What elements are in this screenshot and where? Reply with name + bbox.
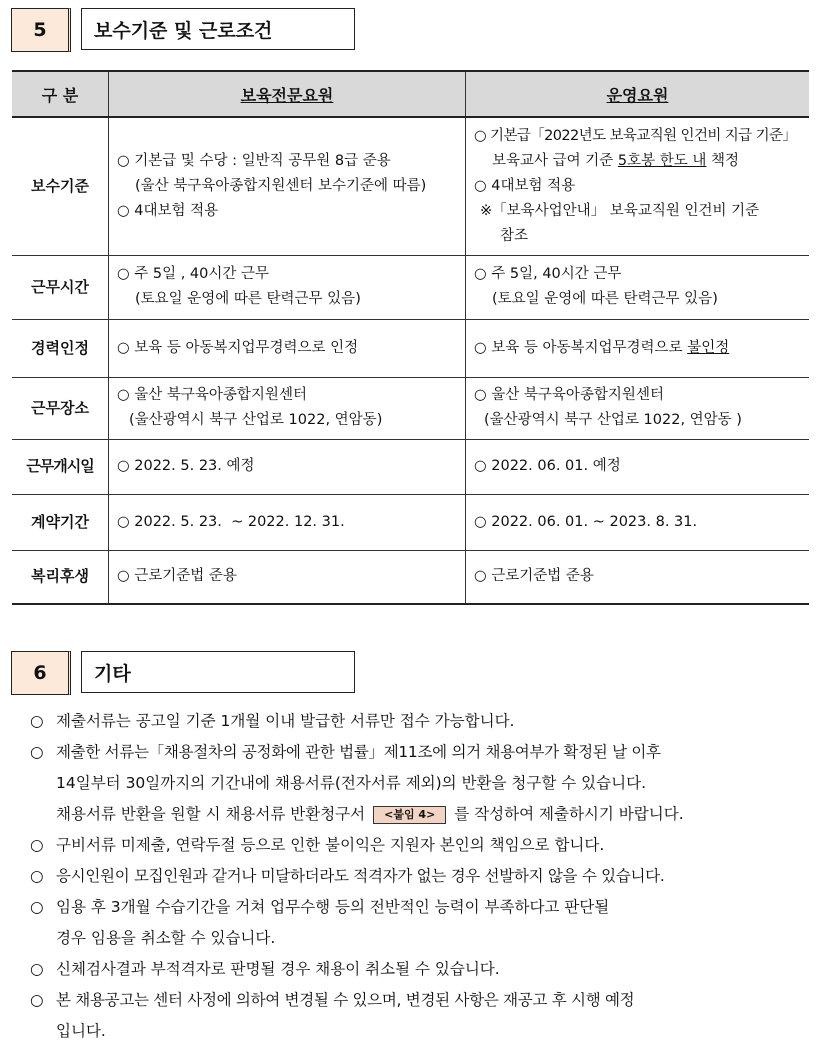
section-6-header xyxy=(11,651,355,695)
bullet-icon: ○ xyxy=(30,743,44,761)
row-label: 복리후생 xyxy=(12,550,109,604)
cell-line: (울산광역시 북구 산업로 1022, 연암동) xyxy=(129,412,383,428)
table-row xyxy=(12,550,809,604)
cell: ○ 2022. 06. 01. ~ 2023. 8. 31. xyxy=(466,494,810,550)
note-continuation xyxy=(30,799,810,830)
header-col2: 운영요원 xyxy=(466,71,810,117)
row-label: 계약기간 xyxy=(12,494,109,550)
cell-line: ○ 기본급 및 수당 : 일반직 공무원 8급 준용 xyxy=(117,152,391,169)
bullet-icon: ○ xyxy=(30,898,44,916)
note-text: 구비서류 미제출, 연락두절 등으로 인한 불이익은 지원자 본인의 책임으로 합니다. xyxy=(56,836,605,854)
cell-line: ○ 4대보험 적용 xyxy=(474,177,576,194)
cell: ○ 보육 등 아동복지업무경력으로 인정 xyxy=(109,319,466,377)
cell-line: ○ 주 5일, 40시간 근무 xyxy=(474,266,622,282)
note-text: 본 채용공고는 센터 사정에 의하여 변경될 수 있으며, 변경된 사항은 재공고 후 시행 예정 xyxy=(56,991,635,1009)
bullet-icon: ○ xyxy=(30,712,44,730)
row-label: 보수기준 xyxy=(12,117,109,255)
table-row xyxy=(12,319,809,377)
cell-line: ○ 4대보험 적용 xyxy=(117,202,219,219)
list-item xyxy=(30,892,810,923)
cell xyxy=(466,117,810,255)
cell-text: ○ 보육 등 아동복지업무경력으로 xyxy=(474,339,688,356)
cell: ○ 2022. 5. 23. ~ 2022. 12. 31. xyxy=(109,494,466,550)
section-number: 5 xyxy=(11,8,71,52)
bullet-icon: ○ xyxy=(30,991,44,1009)
cell-line: ○ 울산 북구육아종합지원센터 xyxy=(474,387,664,403)
cell-line: ○ 울산 북구육아종합지원센터 xyxy=(117,387,307,403)
cell xyxy=(466,377,810,439)
row-label: 근무개시일 xyxy=(12,439,109,494)
cell-text-underlined: 5호봉 한도 내 xyxy=(617,152,707,169)
note-text: 채용서류 반환을 원할 시 채용서류 반환청구서 xyxy=(56,805,366,823)
attachment-tag: <붙임 4> xyxy=(373,806,446,824)
cell-text: 책정 xyxy=(706,152,739,169)
note-text: 임용 후 3개월 수습기간을 거쳐 업무수행 등의 전반적인 능력이 부족하다고 판단될 xyxy=(56,898,610,916)
bullet-icon: ○ xyxy=(30,960,44,978)
list-item xyxy=(30,954,810,985)
cell: ○ 근로기준법 준용 xyxy=(466,550,810,604)
note-continuation: 입니다. xyxy=(56,1022,106,1040)
cell xyxy=(466,319,810,377)
cell: ○ 2022. 5. 23. 예정 xyxy=(109,439,466,494)
section-title: 기타 xyxy=(81,651,355,693)
cell-line: (토요일 운영에 따른 탄력근무 있음) xyxy=(492,291,718,307)
note-continuation: 경우 임용을 취소할 수 있습니다. xyxy=(56,929,276,947)
cell-line xyxy=(474,149,801,174)
table-row xyxy=(12,377,809,439)
row-label: 근무시간 xyxy=(12,255,109,319)
header-category: 구 분 xyxy=(12,71,109,117)
note-text: 제출한 서류는「채용절차의 공정화에 관한 법률」제11조에 의거 채용여부가 확정된 날 이후 xyxy=(56,743,661,761)
table-row xyxy=(12,494,809,550)
note-text: 를 작성하여 제출하시기 바랍니다. xyxy=(454,805,684,823)
table-header-row xyxy=(12,71,809,117)
cell-line: ○ 주 5일 , 40시간 근무 xyxy=(117,266,270,282)
note-text: 제출서류는 공고일 기준 1개월 이내 발급한 서류만 접수 가능합니다. xyxy=(56,712,515,730)
cell: ○ 2022. 06. 01. 예정 xyxy=(466,439,810,494)
conditions-table xyxy=(12,70,809,605)
bullet-icon: ○ xyxy=(30,836,44,854)
list-item xyxy=(30,985,810,1016)
cell-line: (울산 북구육아종합지원센터 보수기준에 따름) xyxy=(135,177,427,194)
section-title: 보수기준 및 근로조건 xyxy=(81,8,355,50)
cell-line: 참조 xyxy=(500,227,529,244)
cell xyxy=(109,377,466,439)
table-row xyxy=(12,439,809,494)
section-5-header xyxy=(11,8,355,52)
notes-list xyxy=(30,706,810,1047)
row-label: 근무장소 xyxy=(12,377,109,439)
header-col1: 보육전문요원 xyxy=(109,71,466,117)
table-row xyxy=(12,255,809,319)
bullet-icon: ○ xyxy=(30,867,44,885)
section-number: 6 xyxy=(11,651,71,695)
cell-line: ※「보육사업안내」 보육교직원 인건비 기준 xyxy=(480,202,760,219)
cell xyxy=(109,117,466,255)
cell: ○ 근로기준법 준용 xyxy=(109,550,466,604)
cell xyxy=(466,255,810,319)
cell xyxy=(109,255,466,319)
row-label: 경력인정 xyxy=(12,319,109,377)
cell-text-underlined: 불인정 xyxy=(687,339,730,356)
note-text: 신체검사결과 부적격자로 판명될 경우 채용이 취소될 수 있습니다. xyxy=(56,960,500,978)
cell-line: (토요일 운영에 따른 탄력근무 있음) xyxy=(135,291,361,307)
list-item xyxy=(30,830,810,861)
cell-text: 보육교사 급여 기준 xyxy=(492,152,618,169)
list-item xyxy=(30,861,810,892)
note-continuation: 14일부터 30일까지의 기간내에 채용서류(전자서류 제외)의 반환을 청구할 수 있습니다. xyxy=(56,774,646,792)
cell-line: ○ 기본급「2022년도 보육교직원 인건비 지급 기준」 xyxy=(474,127,797,144)
cell-line: (울산광역시 북구 산업로 1022, 연암동 ) xyxy=(484,412,742,428)
list-item xyxy=(30,737,810,768)
list-item xyxy=(30,706,810,737)
table-row xyxy=(12,117,809,255)
note-text: 응시인원이 모집인원과 같거나 미달하더라도 적격자가 없는 경우 선발하지 않을 수 있습니다. xyxy=(56,867,665,885)
